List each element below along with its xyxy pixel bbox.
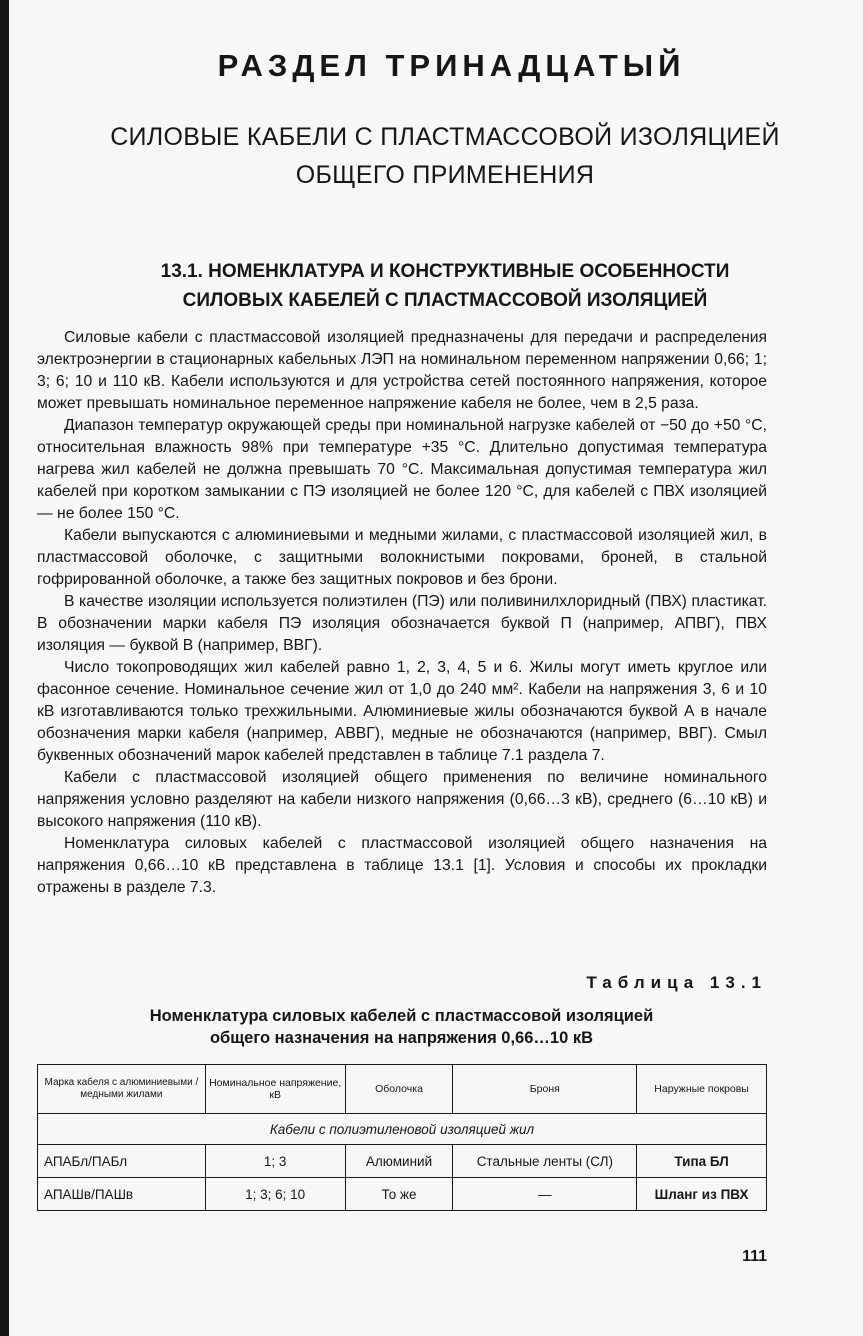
table-row: [38, 1178, 767, 1211]
table-label: Таблица 13.1: [586, 973, 767, 992]
table-cell: Стальные ленты (СЛ): [453, 1145, 637, 1178]
paragraph: Номенклатура силовых кабелей с пластмассовой изоляцией общего назначения на напряжения 0,66…10 кВ представлена в таблице 13.1 [1]. Условия и способы их прокладки отражены в разделе 7.3.: [37, 835, 767, 896]
table-row: [38, 1145, 767, 1178]
paragraph: В качестве изоляции используется полиэтилен (ПЭ) или поливинилхлоридный (ПВХ) пластикат. В обозначении марки кабеля ПЭ изоляция обозначается буквой П (например, АПВГ), ПВХ изоляция — буквой В (например, ВВГ).: [37, 593, 767, 654]
table-cell: Шланг из ПВХ: [637, 1178, 767, 1211]
group-cell: Кабели с полиэтиленовой изоляцией жил: [38, 1114, 767, 1145]
page-number: 111: [742, 1248, 767, 1265]
chapter-title-line1: СИЛОВЫЕ КАБЕЛИ С ПЛАСТМАССОВОЙ ИЗОЛЯЦИЕЙ: [110, 123, 780, 151]
body-text: [37, 327, 767, 899]
table-cell: 1; 3: [205, 1145, 345, 1178]
table-cell: АПАБл/ПАБл: [38, 1145, 206, 1178]
paragraph: Кабели выпускаются с алюминиевыми и медными жилами, с пластмассовой изоляцией жил, в пластмассовой оболочке, с защитными волокнистыми покровами, броней, в стальной гофрированной оболочке, а также без защитных покровов и без брони.: [37, 527, 767, 588]
chapter-title-line2: ОБЩЕГО ПРИМЕНЕНИЯ: [295, 161, 595, 189]
table-group-row: [38, 1114, 767, 1145]
table-cell: 1; 3; 6; 10: [205, 1178, 345, 1211]
table-caption: [0, 1005, 803, 1049]
header-cell-armor: Броня: [453, 1065, 637, 1114]
header-cell-voltage: Номинальное напряжение, кВ: [205, 1065, 345, 1114]
table-caption-line1: Номенклатура силовых кабелей с пластмассовой изоляцией: [149, 1007, 654, 1025]
subsection-title-line1: 13.1. НОМЕНКЛАТУРА И КОНСТРУКТИВНЫЕ ОСОБЕННОСТИ: [160, 261, 730, 282]
paragraph: Силовые кабели с пластмассовой изоляцией предназначены для передачи и распределения электроэнергии в стационарных кабельных ЛЭП на номинальном переменном напряжении 0,66; 1; 3; 6; 10 и 110 кВ. Кабели используются и для устройства сетей постоянного напряжения, которое может превышать номинальное переменное напряжение кабеля не более, чем в 2,5 раза.: [37, 329, 767, 412]
table-caption-line2: общего назначения на напряжения 0,66…10 кВ: [209, 1029, 594, 1047]
paragraph: Кабели с пластмассовой изоляцией общего применения по величине номинального напряжения условно разделяют на кабели низкого напряжения (0,66…3 кВ), среднего (6…10 кВ) и высокого напряжения (110 кВ).: [37, 769, 767, 830]
table-cell: —: [453, 1178, 637, 1211]
chapter-title: [40, 118, 850, 194]
table-header-row: [38, 1065, 767, 1114]
page-binding-edge: [0, 0, 9, 1336]
section-title: РАЗДЕЛ ТРИНАДЦАТЫЙ: [217, 48, 686, 83]
paragraph: Число токопроводящих жил кабелей равно 1, 2, 3, 4, 5 и 6. Жилы могут иметь круглое или фасонное сечение. Номинальное сечение жил от 1,0 до 240 мм². Кабели на напряжения 3, 6 и 10 кВ изготавливаются только трехжильными. Алюминиевые жилы обозначаются буквой А в начале обозначения марки кабеля (например, АВВГ), медные не обозначаются (например, ВВГ). Смыл буквенных обозначений марок кабелей представлен в таблице 7.1 раздела 7.: [37, 659, 767, 764]
header-cell-sheath: Оболочка: [345, 1065, 453, 1114]
paragraph: Диапазон температур окружающей среды при номинальной нагрузке кабелей от −50 до +50 °С, относительная влажность 98% при температуре +35 °С. Длительно допустимая температура нагрева жил кабелей не должна превышать 70 °С. Максимальная допустимая температура жил кабелей при коротком замыкании с ПЭ изоляцией не более 120 °С, для кабелей с ПВХ изоляцией — не более 150 °С.: [37, 417, 767, 522]
table-cell: Алюминий: [345, 1145, 453, 1178]
table-cell: Типа БЛ: [637, 1145, 767, 1178]
header-cell-brand: Марка кабеля с алюминиевыми / медными жилами: [38, 1065, 206, 1114]
subsection-title: [40, 257, 850, 315]
subsection-title-line2: СИЛОВЫХ КАБЕЛЕЙ С ПЛАСТМАССОВОЙ ИЗОЛЯЦИЕЙ: [182, 290, 708, 311]
table-cell: АПАШв/ПАШв: [38, 1178, 206, 1211]
nomenclature-table: [37, 1064, 767, 1211]
table-cell: То же: [345, 1178, 453, 1211]
header-cell-outer-cover: Наружные покровы: [637, 1065, 767, 1114]
